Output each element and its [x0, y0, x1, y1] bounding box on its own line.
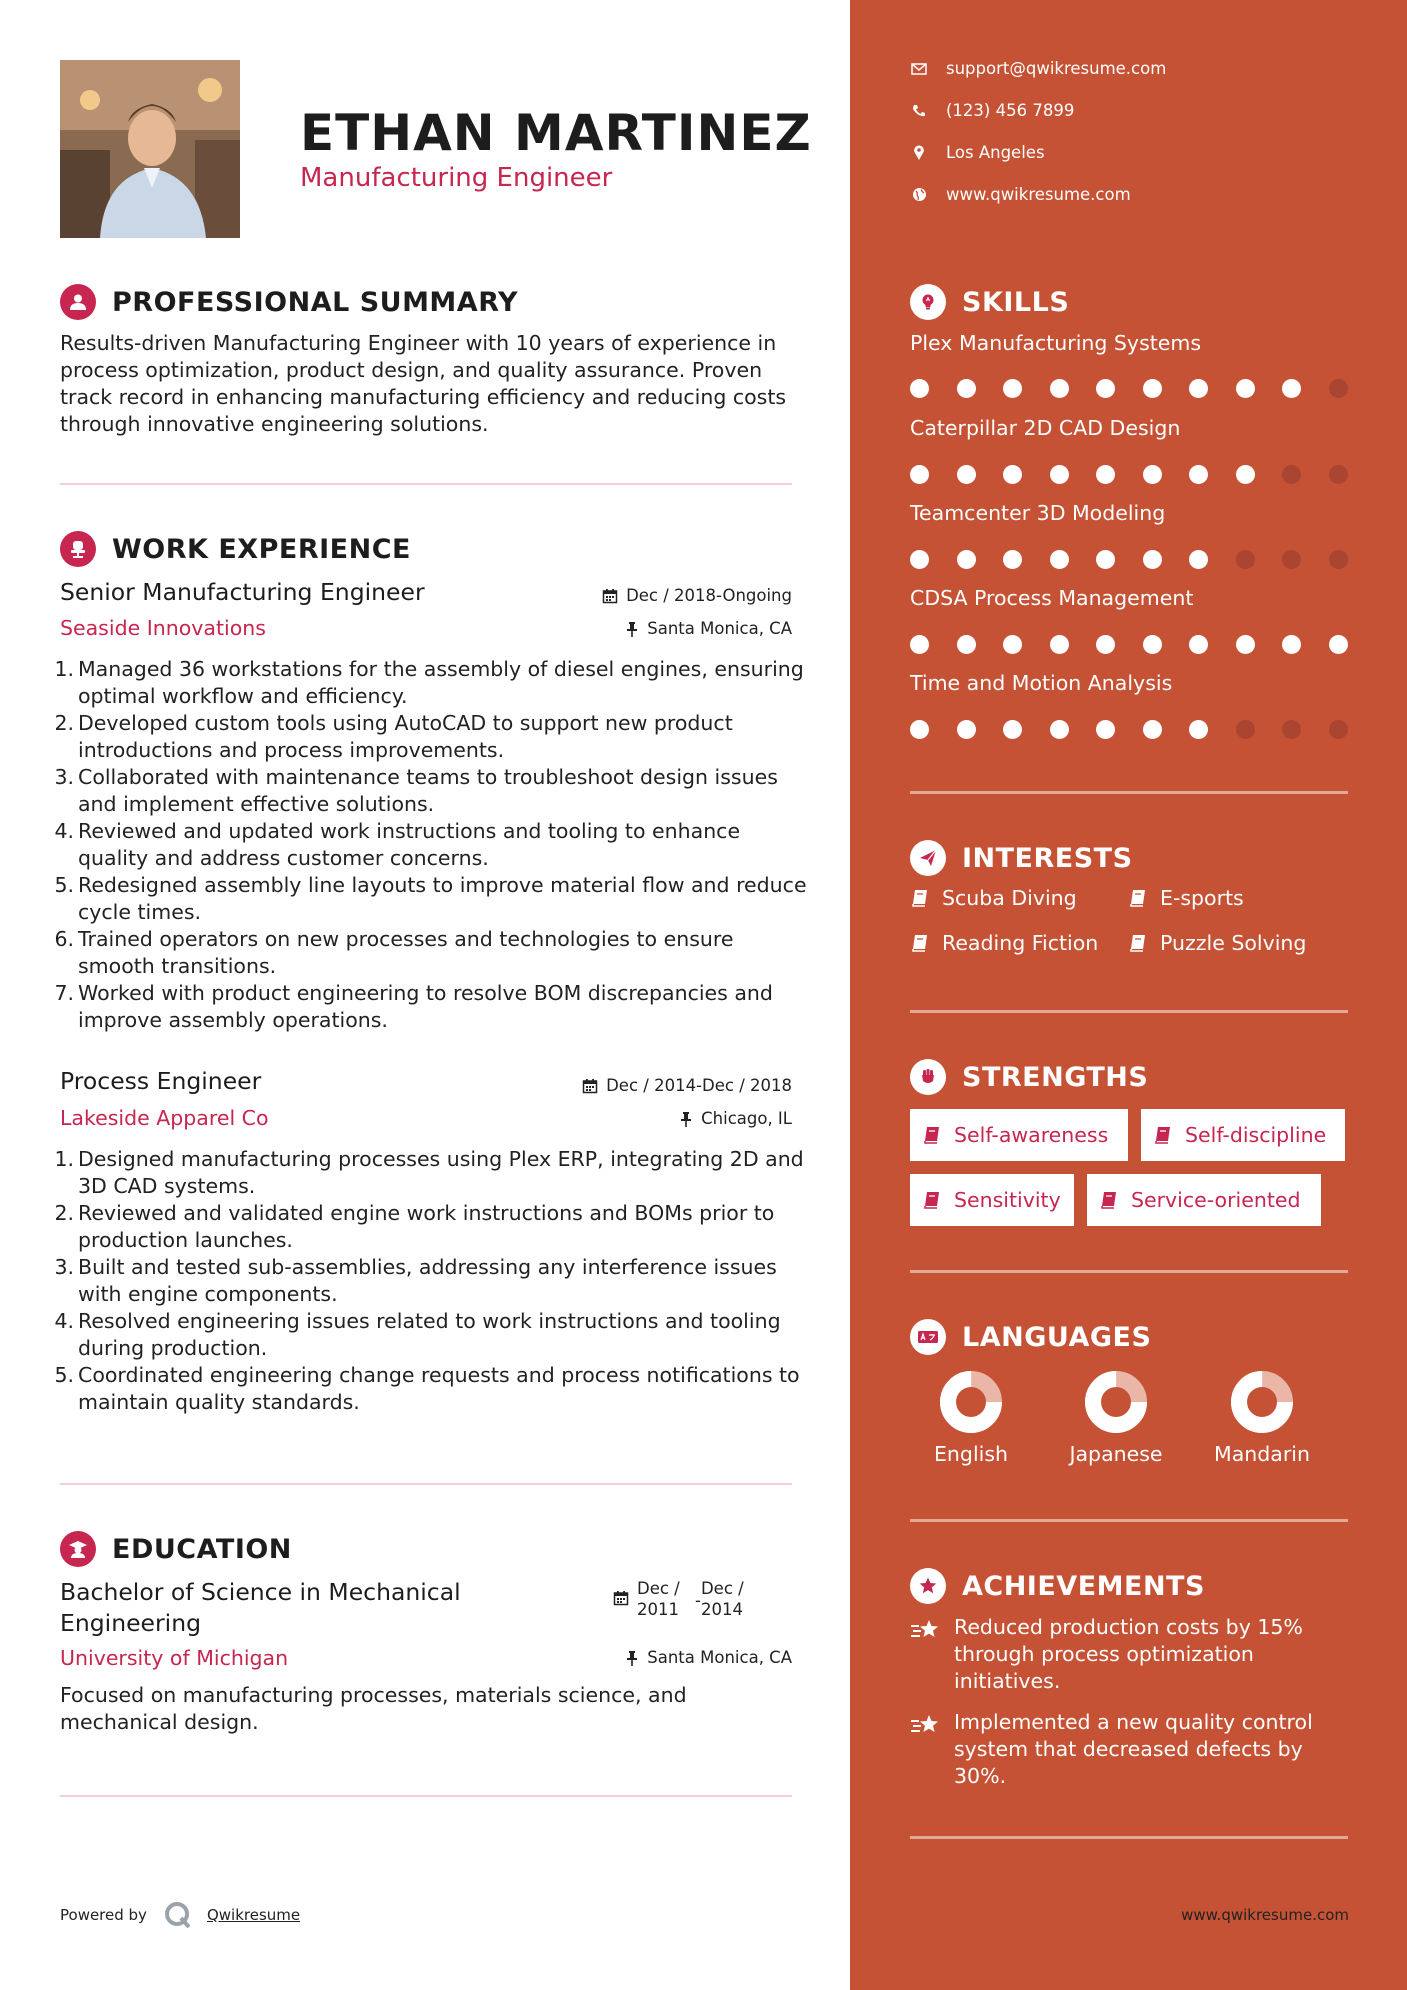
- shooting-star-icon: [910, 1618, 942, 1642]
- list-item: 2. Reviewed and validated engine work instructions and BOMs prior to production launches.: [54, 1201, 775, 1252]
- skill-rating: [910, 635, 1375, 654]
- shooting-star-icon: [910, 1713, 942, 1737]
- skill-name: Time and Motion Analysis: [910, 671, 1173, 695]
- skill-dot: [1236, 379, 1255, 398]
- paper-plane-icon: [910, 840, 946, 876]
- skill-dot: [1143, 720, 1162, 739]
- skill-dot: [910, 720, 929, 739]
- mail-icon: [911, 63, 927, 75]
- globe-icon: [912, 187, 927, 202]
- skills-heading: [910, 284, 1069, 320]
- skill-dot: [1189, 379, 1208, 398]
- contact-email-text[interactable]: support@qwikresume.com: [946, 59, 1167, 78]
- interest-item: Scuba Diving: [910, 886, 1077, 910]
- divider: [60, 1483, 792, 1485]
- language-name: English: [933, 1442, 1009, 1466]
- education-end-date: Dec / 2014: [700, 1579, 744, 1619]
- job-location: [625, 619, 792, 638]
- list-item: 3. Collaborated with maintenance teams to troubleshoot design issues and implement effective solutions.: [54, 765, 778, 816]
- language-donut: [1084, 1370, 1148, 1434]
- interests-heading: [910, 840, 1133, 876]
- skill-dot: [1096, 720, 1115, 739]
- skills-title: SKILLS: [962, 286, 1070, 318]
- calendar-icon: [602, 588, 618, 604]
- skill-dot: [1050, 720, 1069, 739]
- skill-dot: [1096, 635, 1115, 654]
- qwikresume-logo-icon: [163, 1900, 193, 1930]
- list-item: 7. Worked with product engineering to resolve BOM discrepancies and improve assembly operations.: [54, 981, 773, 1032]
- contact-location-text: Los Angeles: [946, 143, 1045, 162]
- skill-dot: [1282, 720, 1301, 739]
- skill-dot: [1329, 635, 1348, 654]
- graduate-icon: [60, 1531, 96, 1567]
- translate-icon: [910, 1319, 946, 1355]
- job-location-text: Santa Monica, CA: [647, 619, 792, 638]
- job-title: Process Engineer: [60, 1067, 262, 1095]
- skill-dot: [957, 635, 976, 654]
- profile-photo: [60, 60, 240, 238]
- language-name: Japanese: [1069, 1442, 1163, 1466]
- education-location-text: Santa Monica, CA: [647, 1648, 792, 1667]
- contact-location: [910, 143, 1045, 162]
- book-icon: [1153, 1125, 1173, 1145]
- skill-dot: [1143, 635, 1162, 654]
- job-date-text: Dec / 2018-Ongoing: [626, 586, 792, 605]
- candidate-name: ETHAN MARTINEZ: [300, 104, 812, 162]
- language-name: Mandarin: [1214, 1442, 1310, 1466]
- education-location: [625, 1648, 792, 1667]
- job-date-text: Dec / 2014-Dec / 2018: [606, 1076, 792, 1095]
- divider: [60, 1795, 792, 1797]
- language-item: [896, 1370, 1046, 1466]
- divider: [910, 1270, 1348, 1273]
- skill-dot: [1282, 550, 1301, 569]
- candidate-role: Manufacturing Engineer: [300, 163, 613, 193]
- qwikresume-link[interactable]: Qwikresume: [206, 1906, 301, 1924]
- job-date: [582, 1076, 792, 1095]
- star-badge-icon: [910, 1568, 946, 1604]
- skill-dot: [1003, 379, 1022, 398]
- skill-dot: [1003, 720, 1022, 739]
- job-company: Seaside Innovations: [60, 616, 266, 640]
- skill-dot: [1236, 635, 1255, 654]
- skill-rating: [910, 550, 1375, 569]
- pin-icon: [679, 1111, 693, 1127]
- skill-dot: [910, 379, 929, 398]
- skill-rating: [910, 720, 1375, 739]
- skill-dot: [1003, 550, 1022, 569]
- skill-dot: [1329, 550, 1348, 569]
- skill-name: CDSA Process Management: [910, 586, 1194, 610]
- skill-name: Teamcenter 3D Modeling: [910, 501, 1166, 525]
- interest-item: Puzzle Solving: [1128, 931, 1306, 955]
- book-icon: [1128, 888, 1148, 908]
- pin-icon: [625, 1650, 639, 1666]
- interest-item: Reading Fiction: [910, 931, 1098, 955]
- skill-dot: [1189, 550, 1208, 569]
- school-name: University of Michigan: [60, 1646, 289, 1670]
- chair-icon: [60, 531, 96, 567]
- achievements-heading: [910, 1568, 1205, 1604]
- footer-site[interactable]: www.qwikresume.com: [1181, 1906, 1349, 1924]
- education-date-separator: -: [695, 1591, 701, 1610]
- fist-icon: [910, 1059, 946, 1095]
- book-icon: [922, 1125, 942, 1145]
- skill-dot: [957, 550, 976, 569]
- skill-dot: [957, 720, 976, 739]
- achievement-item: Reduced production costs by 15% through process optimization initiatives.: [910, 1614, 1350, 1695]
- languages-title: LANGUAGES: [962, 1321, 1152, 1353]
- contact-phone: [910, 101, 1074, 120]
- strengths-title: STRENGTHS: [962, 1061, 1149, 1093]
- location-icon: [913, 145, 925, 161]
- language-item: [1187, 1370, 1337, 1466]
- achievement-item: Implemented a new quality control system that decreased defects by 30%.: [910, 1709, 1350, 1790]
- skill-dot: [1096, 550, 1115, 569]
- divider: [60, 483, 792, 485]
- skill-dot: [1236, 465, 1255, 484]
- skill-dot: [910, 465, 929, 484]
- job-location: [679, 1109, 792, 1128]
- skill-dot: [1236, 550, 1255, 569]
- skill-dot: [1282, 635, 1301, 654]
- summary-text: Results-driven Manufacturing Engineer with 10 years of experience in process optimization, product design, and quality assurance. Proven track record in enhancing manufacturing efficiency and reducing costs through innovative engineering solutions.: [60, 331, 787, 436]
- calendar-icon: [582, 1078, 598, 1094]
- job-company: Lakeside Apparel Co: [60, 1106, 269, 1130]
- list-item: 4. Reviewed and updated work instructions and tooling to enhance quality and address customer concerns.: [54, 819, 741, 870]
- skill-dot: [1096, 465, 1115, 484]
- list-item: 5. Redesigned assembly line layouts to improve material flow and reduce cycle times.: [54, 873, 807, 924]
- user-icon: [60, 284, 96, 320]
- list-item: 4. Resolved engineering issues related to work instructions and tooling during production.: [54, 1309, 781, 1360]
- interests-title: INTERESTS: [962, 842, 1133, 874]
- skill-dot: [957, 465, 976, 484]
- skill-dot: [1282, 465, 1301, 484]
- job-bullets: [52, 1146, 812, 1416]
- language-donut: [1230, 1370, 1294, 1434]
- education-text: Focused on manufacturing processes, materials science, and mechanical design.: [60, 1683, 687, 1734]
- contact-website-text[interactable]: www.qwikresume.com: [946, 185, 1131, 204]
- interest-item: E-sports: [1128, 886, 1244, 910]
- contact-email: [910, 59, 1166, 78]
- list-item: 1. Designed manufacturing processes using Plex ERP, integrating 2D and 3D CAD systems.: [54, 1147, 804, 1198]
- job-bullets: [52, 656, 812, 1034]
- skill-dot: [1329, 720, 1348, 739]
- calendar-icon: [613, 1590, 629, 1606]
- education-date: [613, 1578, 751, 1620]
- book-icon: [1099, 1190, 1119, 1210]
- achievements-title: ACHIEVEMENTS: [962, 1570, 1205, 1602]
- profile-photo-image: [60, 60, 240, 238]
- strength-chip: Service-oriented: [1087, 1174, 1321, 1226]
- book-icon: [922, 1190, 942, 1210]
- book-icon: [910, 888, 930, 908]
- job-date: [602, 586, 792, 605]
- skill-dot: [1050, 379, 1069, 398]
- list-item: 1. Managed 36 workstations for the assembly of diesel engines, ensuring optimal workflow and efficiency.: [54, 657, 804, 708]
- education-start-date: Dec / 2011: [637, 1579, 680, 1619]
- skill-dot: [1189, 720, 1208, 739]
- strength-chip: Sensitivity: [910, 1174, 1074, 1226]
- skill-dot: [1050, 635, 1069, 654]
- list-item: 5. Coordinated engineering change requests and process notifications to maintain quality standards.: [54, 1363, 800, 1414]
- skill-dot: [1189, 465, 1208, 484]
- skill-rating: [910, 465, 1375, 484]
- skill-dot: [1096, 379, 1115, 398]
- skill-dot: [1003, 635, 1022, 654]
- skill-name: Plex Manufacturing Systems: [910, 331, 1202, 355]
- language-donut: [939, 1370, 1003, 1434]
- languages-heading: [910, 1319, 1151, 1355]
- skill-dot: [1050, 550, 1069, 569]
- list-item: 3. Built and tested sub-assemblies, addressing any interference issues with engine components.: [54, 1255, 777, 1306]
- skill-dot: [1329, 379, 1348, 398]
- divider: [910, 791, 1348, 794]
- contact-phone-text: (123) 456 7899: [946, 101, 1075, 120]
- skill-dot: [910, 550, 929, 569]
- summary-heading: [60, 284, 518, 320]
- lightbulb-icon: [910, 284, 946, 320]
- book-icon: [910, 933, 930, 953]
- strength-chip: Self-discipline: [1141, 1109, 1345, 1161]
- skill-rating: [910, 379, 1375, 398]
- list-item: 2. Developed custom tools using AutoCAD to support new product introductions and process improvements.: [54, 711, 733, 762]
- phone-icon: [912, 104, 926, 118]
- divider: [910, 1836, 1348, 1839]
- list-item: 6. Trained operators on new processes and technologies to ensure smooth transitions.: [54, 927, 734, 978]
- degree-title: Bachelor of Science in Mechanical Engineering: [60, 1578, 461, 1637]
- skill-dot: [1189, 635, 1208, 654]
- powered-by-label: Powered by: [60, 1906, 147, 1924]
- work-title: WORK EXPERIENCE: [112, 533, 411, 565]
- education-heading: [60, 1531, 292, 1567]
- skill-name: Caterpillar 2D CAD Design: [910, 416, 1181, 440]
- sidebar: [850, 0, 1407, 1990]
- divider: [910, 1010, 1348, 1013]
- skill-dot: [1050, 465, 1069, 484]
- skill-dot: [1329, 465, 1348, 484]
- strengths-heading: [910, 1059, 1148, 1095]
- language-item: [1041, 1370, 1191, 1466]
- pin-icon: [625, 621, 639, 637]
- skill-dot: [1143, 379, 1162, 398]
- strength-chip: Self-awareness: [910, 1109, 1128, 1161]
- skill-dot: [1003, 465, 1022, 484]
- skill-dot: [1282, 379, 1301, 398]
- work-heading: [60, 531, 411, 567]
- divider: [910, 1519, 1348, 1522]
- job-location-text: Chicago, IL: [701, 1109, 792, 1128]
- skill-dot: [1143, 465, 1162, 484]
- skill-dot: [910, 635, 929, 654]
- education-title: EDUCATION: [112, 1533, 292, 1565]
- job-title: Senior Manufacturing Engineer: [60, 578, 425, 606]
- skill-dot: [1143, 550, 1162, 569]
- footer-powered-by: [60, 1900, 300, 1930]
- summary-title: PROFESSIONAL SUMMARY: [112, 286, 519, 318]
- skill-dot: [1236, 720, 1255, 739]
- skill-dot: [957, 379, 976, 398]
- book-icon: [1128, 933, 1148, 953]
- contact-website: [910, 185, 1131, 204]
